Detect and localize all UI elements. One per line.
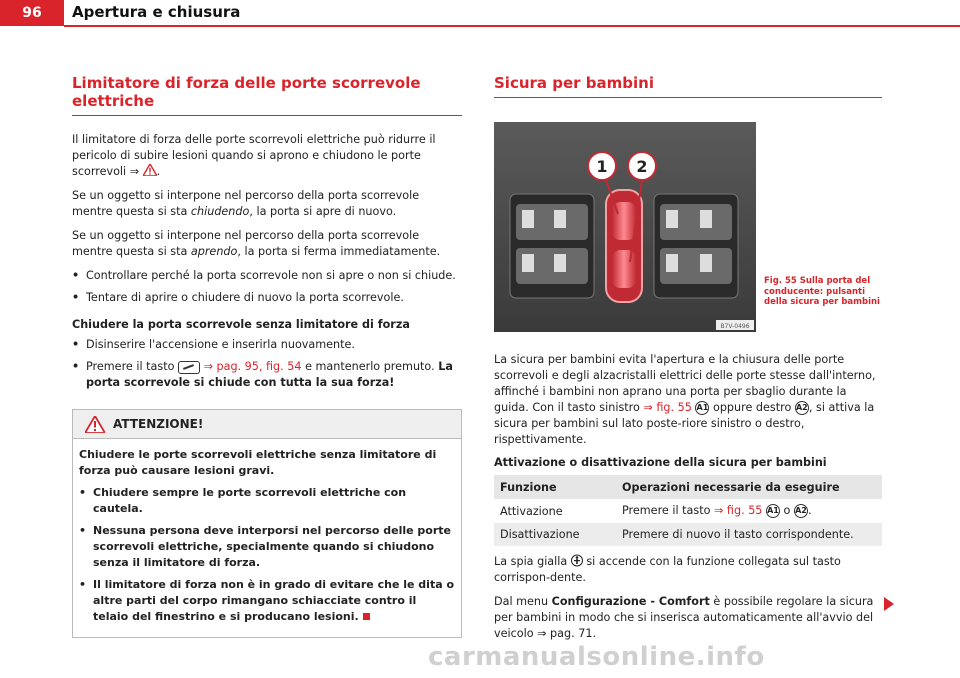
callout-ref: A1 <box>695 401 709 415</box>
figure-55 <box>494 122 756 332</box>
paragraph: La spia gialla si accende con la funzione collegata sul tasto corrispon-dente. <box>494 555 841 584</box>
list-item: • Tentare di aprire o chiudere di nuovo la porta scorrevole. <box>72 291 404 304</box>
page-link[interactable]: ⇒ pag. 71 <box>537 627 593 640</box>
right-column <box>494 74 882 650</box>
child-lock-warning-lamp-icon <box>571 554 583 567</box>
figure-link[interactable]: ⇒ fig. 55 <box>643 401 692 414</box>
list-item: • Premere il tasto ⇒ pag. 95, fig. 54 e mantenerlo premuto. La porta scorrevole si chiude con tutta la sua forza! <box>72 360 453 389</box>
next-page-arrow-icon[interactable] <box>884 597 894 611</box>
key-button-icon <box>178 361 200 374</box>
warning-item: • Il limitatore di forza non è in grado di evitare che le dita o altre parti del corpo rimangano schiacciate contro il telaio del finestrino e si producano lesioni. <box>79 578 455 623</box>
warning-body: Chiudere le porte scorrevoli elettriche senza limitatore di forza può causare lesioni gravi. • Chiudere sempre le porte scorrevoli elettriche con cautela. • Nessuna persona deve interporsi nel percorso delle porte scorrevoli elettriche, specialmente quando si chiudono senza il limitatore di forza. • Il limitatore di forza non è in grado di evitare che le dita o altre parti del corpo rimangano schiacciate contro il telaio del finestrino e si producano lesioni. <box>79 448 455 623</box>
page-link[interactable]: ⇒ pag. 95, fig. 54 <box>203 360 302 373</box>
figure-code: B7V-0496 <box>720 323 750 330</box>
paragraph: Dal menu Configurazione - Comfort è possibile regolare la sicura per bambini in modo che si inserisca automaticamente all'avvio del veicolo ⇒ pag. 71. <box>494 595 874 640</box>
figure-link[interactable]: ⇒ fig. 55 <box>714 504 763 517</box>
paragraph: Se un oggetto si interpone nel percorso della porta scorrevole mentre questa si sta chiudendo, la porta si apre di nuovo. <box>72 189 420 218</box>
subheading: Attivazione o disattivazione della sicura per bambini <box>494 456 827 469</box>
table-header: Operazioni necessarie da eseguire <box>616 475 882 499</box>
left-column <box>72 74 462 638</box>
header-rule <box>64 25 960 27</box>
page-header-title: Apertura e chiusura <box>72 3 241 21</box>
paragraph: Il limitatore di forza delle porte scorrevoli elettriche può ridurre il pericolo di subire lesioni quando si aprono e chiudono le porte scorrevoli ⇒ . <box>72 133 436 178</box>
warning-item: • Nessuna persona deve interporsi nel percorso delle porte scorrevoli elettriche, specialmente quando si chiudono senza il limitatore di forza. <box>79 524 451 569</box>
figure-caption: Fig. 55 Sulla porta del conducente: pulsanti della sicura per bambini <box>764 276 880 307</box>
paragraph: Se un oggetto si interpone nel percorso della porta scorrevole mentre questa si sta aprendo, la porta si ferma immediatamente. <box>72 229 441 258</box>
callout-ref: A2 <box>795 401 809 415</box>
end-mark <box>363 613 370 620</box>
subheading: Chiudere la porta scorrevole senza limitatore di forza <box>72 318 410 331</box>
section-title-child-lock: Sicura per bambini <box>494 74 882 98</box>
callout-1: 1 <box>596 157 608 176</box>
warning-item: • Chiudere sempre le porte scorrevoli elettriche con cautela. <box>79 486 407 515</box>
list-item: • Controllare perché la porta scorrevole non si apre o non si chiude. <box>72 269 456 282</box>
page-number: 96 <box>0 0 64 26</box>
operations-table <box>494 475 882 546</box>
paragraph: La sicura per bambini evita l'apertura e la chiusura delle porte scorrevoli e degli alzacristalli elettrici delle porte stesse dall'interno, affinché i bambini non aprano una porta per sbaglio durante la guida. Con il tasto sinistro ⇒ fig. 55 A1 oppure destro A2, si attiva la sicura per bambini sul lato poste-riore sinistro o destro, rispettivamente. <box>494 353 876 446</box>
table-row: Attivazione Premere il tasto ⇒ fig. 55 A1 o A2. <box>500 504 812 518</box>
warning-header: ATTENZIONE! <box>73 410 461 439</box>
callout-2: 2 <box>636 157 648 176</box>
watermark: carmanualsonline.info <box>428 642 765 672</box>
door-panel-illustration <box>494 122 756 332</box>
warning-box <box>72 409 462 638</box>
warning-icon <box>85 416 105 433</box>
list-item: • Disinserire l'accensione e inserirla nuovamente. <box>72 338 355 351</box>
section-title-force-limiter: Limitatore di forza delle porte scorrevole elettriche <box>72 74 462 116</box>
table-header: Funzione <box>494 475 616 499</box>
table-row: Disattivazione Premere di nuovo il tasto corrispondente. <box>494 523 882 546</box>
warning-icon <box>143 164 157 176</box>
